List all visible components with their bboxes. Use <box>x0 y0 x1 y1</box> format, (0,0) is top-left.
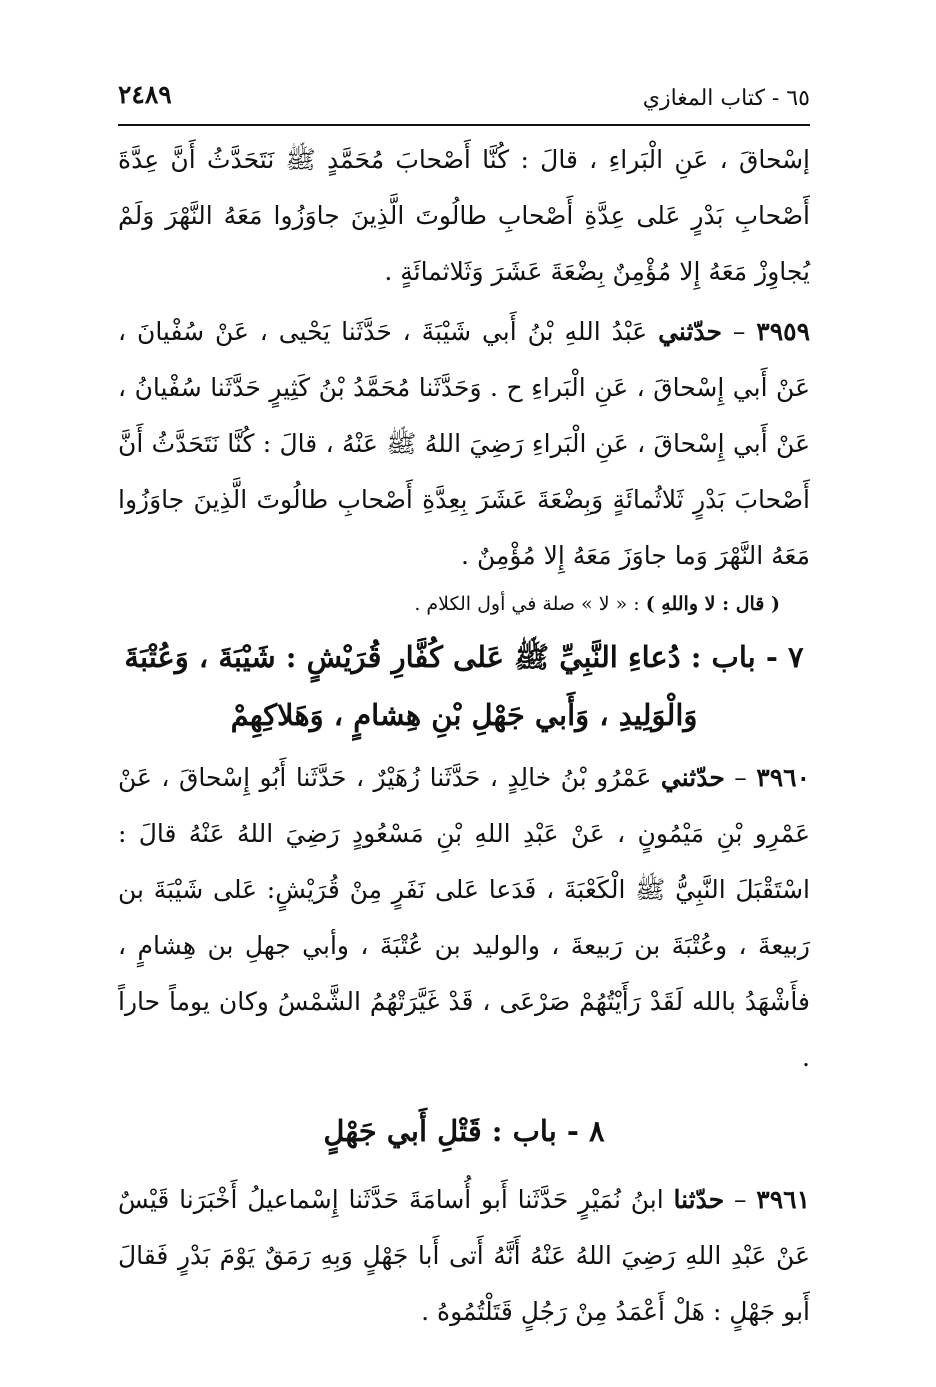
hadith-3961: ٣٩٦١ – حدّثنا ابنُ نُمَيْرٍ حَدَّثَنا أَبو أُسامَةَ حَدَّثَنا إِسْماعيلُ أَخْبَرَنا قَيْسٌ عَنْ عَبْدِ اللهِ رَضِيَ اللهُ عَنْهُ أَنَّهُ أَتى أَبا جَهْلٍ وَبِهِ رَمَقٌ يَوْمَ بَدْرٍ فَقالَ أَبو جَهْلٍ : هَلْ أَعْمَدُ مِنْ رَجُلٍ قَتَلْتُمُوهُ . <box>118 1185 810 1326</box>
chapter-heading-7 <box>118 628 810 744</box>
page-body <box>118 132 810 1340</box>
hadith-lead: حدّثنا <box>673 1185 725 1214</box>
hadith-3959: ٣٩٥٩ – حدّثني عَبْدُ اللهِ بْنُ أَبي شَيْبَةَ ، حَدَّثَنا يَحْيى ، عَنْ سُفْيانَ ، عَنْ أَبي إِسْحاقَ ، عَنِ الْبَراءِ ح . وَحَدَّثَنا مُحَمَّدُ بْنُ كَثِيرٍ حَدَّثَنا سُفْيانُ ، عَنْ أَبي إِسْحاقَ ، عَنِ الْبَراءِ رَضِيَ اللهُ ﷺ عَنْهُ ، قالَ : كُنَّا نَتَحَدَّثُ أَنَّ أَصْحابَ بَدْرٍ ثَلاثُمائَةٍ وَبِضْعَةَ عَشَرَ بِعِدَّةِ أَصْحابِ طالُوتَ الَّذِينَ جاوَزُوا مَعَهُ النَّهْرَ وَما جاوَزَ مَعَهُ إِلا مُؤْمِنٌ . <box>118 317 810 570</box>
hadith-text: عَمْرُو بْنُ خالِدٍ ، حَدَّثَنا زُهَيْرٌ ، حَدَّثَنا أَبُو إِسْحاقَ ، عَنْ عَمْرِو بْنِ مَيْمُونٍ ، عَنْ عَبْدِ اللهِ بْنِ مَسْعُودٍ رَضِيَ اللهُ عَنْهُ قالَ : اسْتَقْبَلَ النَّبِيُّ ﷺ الْكَعْبَةَ ، فَدَعا عَلى نَفَرٍ مِنْ قُرَيْشٍ: عَلى شَيْبَةَ بن رَبيعةَ ، وعُتْبَةَ بن رَبيعةَ ، والوليد بن عُتْبَةَ ، وأبي جهلِ بن هِشامٍ ، فأَشْهَدُ بالله لَقَدْ رَأَيْتُهُمْ صَرْعَى ، قَدْ غَيَّرَتْهُمُ الشَّمْسُ وكان يوماً حاراً . <box>118 763 810 1072</box>
chapter-heading-line: وَالْوَلِيدِ ، وَأَبي جَهْلِ بْنِ هِشامٍ ، وَهَلاكِهِمْ <box>230 698 698 732</box>
chapter-heading-line: ٧ - باب : دُعاءِ النَّبِيِّ ﷺ عَلى كُفَّارِ قُرَيْشٍ : شَيْبَةَ ، وَعُتْبَةَ <box>124 640 804 674</box>
hadith-3960: ٣٩٦٠ – حدّثني عَمْرُو بْنُ خالِدٍ ، حَدَّثَنا زُهَيْرٌ ، حَدَّثَنا أَبُو إِسْحاقَ ، عَنْ عَمْرِو بْنِ مَيْمُونٍ ، عَنْ عَبْدِ اللهِ بْنِ مَسْعُودٍ رَضِيَ اللهُ عَنْهُ قالَ : اسْتَقْبَلَ النَّبِيُّ ﷺ الْكَعْبَةَ ، فَدَعا عَلى نَفَرٍ مِنْ قُرَيْشٍ: عَلى شَيْبَةَ بن رَبيعةَ ، وعُتْبَةَ بن رَبيعةَ ، والوليد بن عُتْبَةَ ، وأبي جهلِ بن هِشامٍ ، فأَشْهَدُ بالله لَقَدْ رَأَيْتُهُمْ صَرْعَى ، قَدْ غَيَّرَتْهُمُ الشَّمْسُ وكان يوماً حاراً . <box>118 763 810 1072</box>
hadith-number: ٣٩٥٩ <box>756 317 810 346</box>
section-title: ٦٥ - كتاب المغازي <box>642 86 810 111</box>
hadith-text: عَبْدُ اللهِ بْنُ أَبي شَيْبَةَ ، حَدَّثَنا يَحْيى ، عَنْ سُفْيانَ ، عَنْ أَبي إِسْحاقَ ، عَنِ الْبَراءِ ح . وَحَدَّثَنا مُحَمَّدُ بْنُ كَثِيرٍ حَدَّثَنا سُفْيانُ ، عَنْ أَبي إِسْحاقَ ، عَنِ الْبَراءِ رَضِيَ اللهُ ﷺ عَنْهُ ، قالَ : كُنَّا نَتَحَدَّثُ أَنَّ أَصْحابَ بَدْرٍ ثَلاثُمائَةٍ وَبِضْعَةَ عَشَرَ بِعِدَّةِ أَصْحابِ طالُوتَ الَّذِينَ جاوَزُوا مَعَهُ النَّهْرَ وَما جاوَزَ مَعَهُ إِلا مُؤْمِنٌ . <box>118 317 810 570</box>
page-number: ٢٤٨٩ <box>118 80 172 109</box>
note-text: : « لا » صلة في أول الكلام . <box>414 593 646 615</box>
note-term: ( قال : لا واللهِ ) <box>645 593 780 615</box>
hadith-number: ٣٩٦٠ <box>756 763 810 792</box>
hadith-lead: حدّثني <box>658 317 722 346</box>
hadith-text: ابنُ نُمَيْرٍ حَدَّثَنا أَبو أُسامَةَ حَدَّثَنا إِسْماعيلُ أَخْبَرَنا قَيْسٌ عَنْ عَبْدِ اللهِ رَضِيَ اللهُ عَنْهُ أَنَّهُ أَتى أَبا جَهْلٍ وَبِهِ رَمَقٌ يَوْمَ بَدْرٍ فَقالَ أَبو جَهْلٍ : هَلْ أَعْمَدُ مِنْ رَجُلٍ قَتَلْتُمُوهُ . <box>118 1185 810 1326</box>
continued-paragraph: إسْحاقَ ، عَنِ الْبَراءِ ، قالَ : كُنَّا أَصْحابَ مُحَمَّدٍ ﷺ نَتَحَدَّثُ أَنَّ عِدَّةَ أَصْحابِ بَدْرٍ عَلى عِدَّةِ أَصْحابِ طالُوتَ الَّذِينَ جاوَزُوا مَعَهُ النَّهْرَ وَلَمْ يُجاوِزْ مَعَهُ إِلا مُؤْمِنٌ بِضْعَةَ عَشَرَ وَثَلاثمائَةٍ . <box>118 145 810 286</box>
explanatory-note <box>118 584 810 624</box>
hadith-lead: حدّثني <box>660 763 725 792</box>
chapter-heading-8: ٨ - باب : قَتْلِ أَبي جَهْلٍ <box>323 1114 605 1148</box>
hadith-number: ٣٩٦١ <box>756 1185 810 1214</box>
page-header <box>118 78 810 126</box>
